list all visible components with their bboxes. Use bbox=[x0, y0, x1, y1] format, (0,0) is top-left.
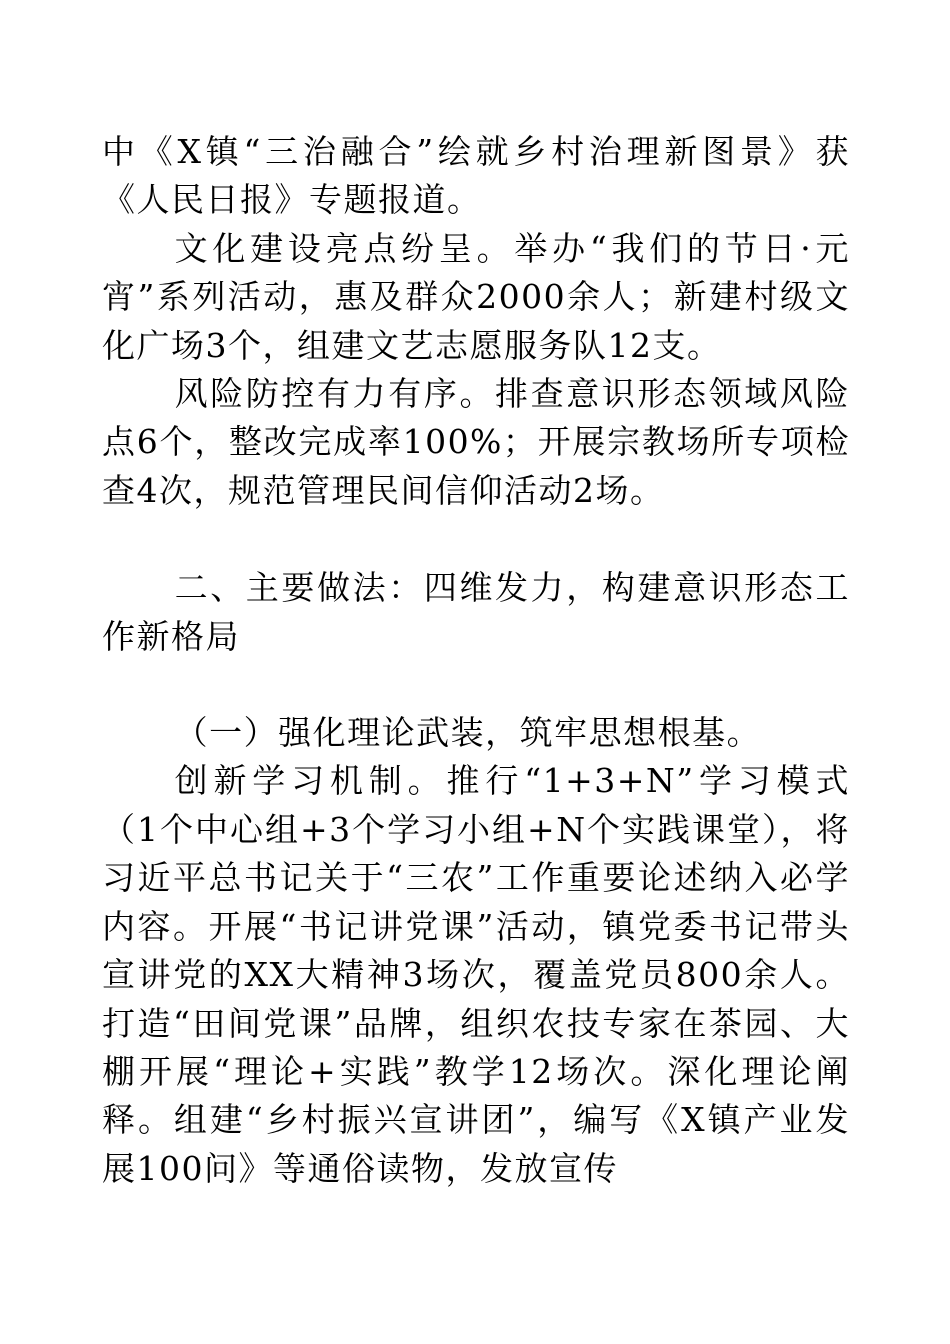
subsection-heading-theory: （一）强化理论武装，筑牢思想根基。 bbox=[174, 713, 762, 753]
paragraph-risk-control: 风险防控有力有序。排查意识形态领域风险点6个，整改完成率100%；开展宗教场所专项检查4次，规范管理民间信仰活动2场。 bbox=[102, 374, 850, 510]
paragraph-continuation: 中《X镇“三治融合”绘就乡村治理新图景》获《人民日报》专题报道。 bbox=[102, 132, 850, 220]
paragraph-culture: 文化建设亮点纷呈。举办“我们的节日·元宵”系列活动，惠及群众2000余人；新建村级文化广场3个，组建文艺志愿服务队12支。 bbox=[102, 228, 850, 365]
document-page bbox=[102, 128, 850, 1193]
section-heading-main-practices: 二、主要做法：四维发力，构建意识形态工作新格局 bbox=[102, 568, 850, 656]
paragraph-learning-mechanism: 创新学习机制。推行“1+3+N”学习模式（1个中心组+3个学习小组+N个实践课堂），将习近平总书记关于“三农”工作重要论述纳入必学内容。开展“书记讲党课”活动，镇党委书记带头宣讲党的XX大精神3场次，覆盖党员800余人。打造“田间党课”品牌，组织农技专家在茶园、大棚开展“理论+实践”教学12场次。深化理论阐释。组建“乡村振兴宣讲团”，编写《X镇产业发展100问》等通俗读物，发放宣传 bbox=[102, 761, 850, 1188]
